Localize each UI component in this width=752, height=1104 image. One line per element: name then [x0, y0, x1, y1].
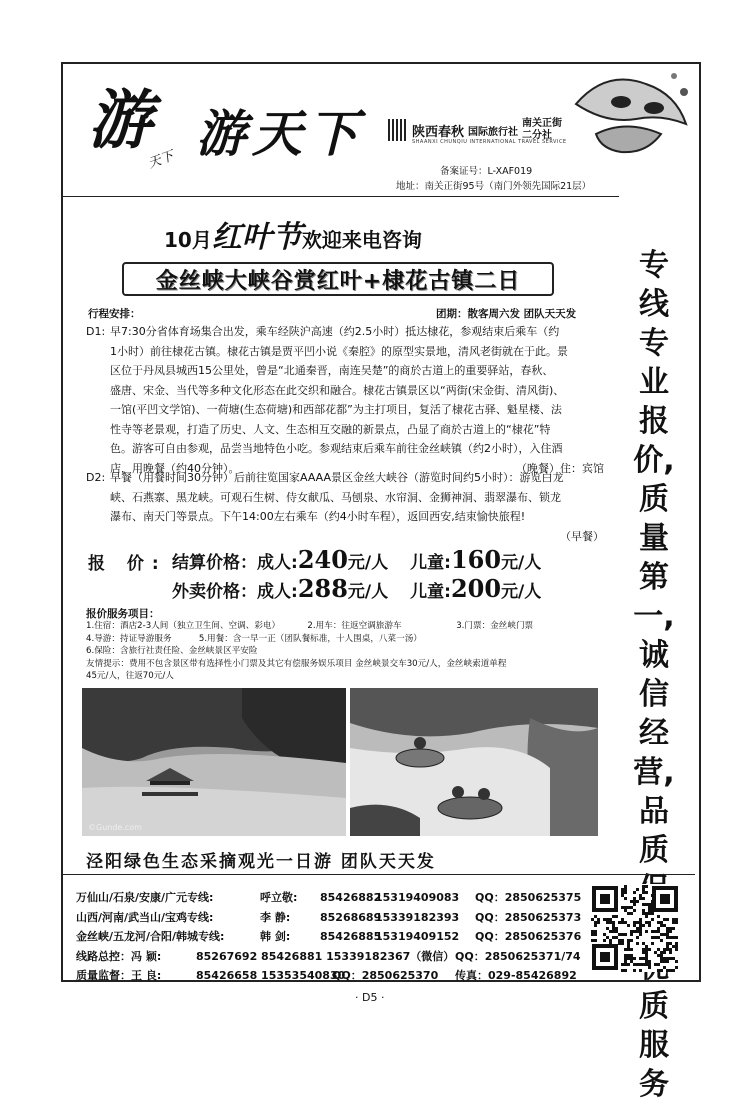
slogan-char: 质 — [639, 833, 669, 868]
day-line: 性寺等老景观，打造了历史、人文、生态相互交融的新景点，凸显了商於古道上的“棣花”特 — [110, 422, 551, 436]
slogan-char: 业 — [639, 365, 669, 400]
brand-title: 游天下 — [196, 104, 364, 163]
lake-pavilion-photo — [82, 688, 346, 836]
director-row: 线路总控：冯 颖: 85267692 85426881 15339182367（微信） QQ：2850625371/74 — [76, 949, 581, 963]
service-line: 6.保险：含旅行社责任险、金丝峡景区平安险 — [86, 646, 258, 656]
child-price: 160 — [450, 545, 502, 574]
slogan-char: 线 — [639, 287, 669, 322]
slogan-char: 专 — [639, 248, 669, 283]
slogan-char: 报 — [639, 404, 669, 439]
slogan-char: 经 — [639, 716, 669, 751]
price-label: 报 价: — [88, 554, 167, 574]
slogan-char: 营, — [633, 755, 675, 790]
slogan-char: 务 — [639, 1067, 669, 1102]
service-line: 45元/人，往返70元/人 — [86, 671, 174, 681]
day-tag: D1: — [86, 325, 106, 338]
adult-price: 288 — [297, 574, 348, 603]
agency-name: 陕西春秋 — [412, 124, 465, 140]
slogan-char: 质 — [639, 482, 669, 517]
quality-row: 质量监督：王 良: 85426658 15353540830 QQ：2850625370 传真：029-85426892 — [76, 969, 577, 982]
slogan-char: 一, — [633, 599, 675, 634]
day-2 — [86, 468, 606, 546]
day-line: 峡、石燕寨、黑龙峡。可观石生树、侍女献瓜、马刨泉、水帘洞、金狮神洞、翡翠瀑布、锁龙 — [110, 490, 561, 504]
agency-address: 地址：南关正街95号（南门外领先国际21层） — [396, 181, 592, 192]
license-number: 备案证号：L-XAF019 — [440, 166, 533, 177]
slogan-char: 诚 — [639, 638, 669, 673]
agency-english: SHAANXI CHUNQIU INTERNATIONAL TRAVEL SERVICE — [412, 139, 567, 145]
logo-char: 游 — [88, 83, 152, 158]
service-line: 友情提示：费用不包含景区带有选择性小门票及其它有偿服务娱乐项目 金丝峡景交车30元/人，金丝峡索道单程 — [86, 658, 507, 669]
logo-small: 天下 — [146, 148, 176, 172]
day-1 — [86, 322, 606, 478]
slogan-char: 质 — [639, 989, 669, 1024]
slogan — [620, 246, 688, 1104]
day-line: 店，用晚餐（约40分钟）。 — [110, 461, 240, 475]
day-tag: D2: — [86, 471, 106, 484]
photo-watermark: ©Gunde.com — [88, 823, 142, 832]
brand-logo — [86, 80, 181, 175]
service-line: 4.导游：持证导游服务 5.用餐：含一早一正（团队餐标准，十人围桌，八菜一汤） — [86, 633, 422, 644]
day-line: 一馆(平凹文学馆)、一荷塘(生态荷塘)和西部花都”为主打项目，复活了棣花古驿、魁星楼、法 — [110, 403, 562, 416]
day-line: 早餐（用餐时间30分钟）后前往览国家AAAA景区金丝大峡谷（游览时间约5小时）：游览白龙 — [110, 471, 564, 484]
contact-row: 山西/河南/武当山/宝鸡专线: 李 静: 85268689 15339182393 QQ：2850625373 — [76, 910, 582, 924]
slogan-char: 品 — [639, 794, 669, 829]
adult-price: 240 — [297, 545, 348, 574]
day-line: 瀑布、南天门等景点。下午14:00左右乘车（约4小时车程），返回西安,结束愉快旅程! — [110, 510, 526, 523]
day-line: 区位于丹凤县城西15公里处，曾是“北通秦晋，南连吴楚”的商於古道上的重要驿站，春秋、 — [110, 364, 554, 377]
headline: 10月红叶节欢迎来电咨询 — [164, 220, 422, 255]
price-row-settlement: 结算价格： 成人: 240 元/人 儿童: 160 元/人 — [172, 545, 542, 574]
slogan-char: 第 — [639, 560, 669, 595]
day-line: 早7:30分省体育场集合出发，乘车经陕沪高速（约2.5小时）抵达棣花，参观结束后乘车（约 — [110, 325, 560, 338]
slogan-char: 专 — [639, 326, 669, 361]
footer-divider — [63, 874, 695, 875]
tour-title: 金丝峡大峡谷赏红叶+棣花古镇二日 — [122, 262, 554, 296]
agency-branch: 南关正街 二分社 — [522, 118, 563, 141]
meal-info: （晚餐）住：宾馆 — [516, 461, 604, 475]
rafting-photo — [350, 688, 598, 836]
day-line: 色。游客可自由参观，品尝当地特色小吃。参观结束后乘车前往金丝峡镇（约2小时），入住酒 — [110, 442, 563, 455]
itinerary-label: 行程安排： — [88, 308, 141, 320]
price-row-retail: 外卖价格： 成人: 288 元/人 儿童: 200 元/人 — [172, 574, 542, 603]
service-line: 1.住宿：酒店2-3人间（独立卫生间、空调、彩电） 2.用车：往返空调旅游车 3.门票：金丝峡门票 — [86, 621, 534, 631]
services-title: 报价服务项目： — [86, 608, 160, 620]
qr-code-icon — [590, 884, 680, 972]
slogan-char: 量 — [639, 521, 669, 556]
slogan-char: 价, — [633, 443, 675, 478]
agency-name-suffix: 国际旅行社 — [468, 126, 519, 138]
services-list — [86, 620, 614, 683]
child-price: 200 — [450, 574, 502, 603]
page-number: · D5 · — [355, 991, 385, 1004]
slogan-char: 信 — [639, 677, 669, 712]
carnival-mask-icon — [566, 64, 696, 164]
slogan-char: 服 — [639, 1028, 669, 1063]
photo-caption: 泾阳绿色生态采摘观光一日游 团队天天发 — [86, 852, 436, 872]
contact-row: 万仙山/石泉/安康/广元专线: 呼立敬: 85426882 15319409083 QQ：2850625375 — [76, 891, 582, 904]
contacts — [76, 888, 581, 986]
agency-logo-icon — [388, 119, 408, 141]
day-line: 盛唐、宋金、当代等多种文化形态在此交织和融合。棣花古镇景区以“两街(宋金街、清风街)、 — [110, 383, 565, 397]
meal-info: （早餐） — [560, 529, 604, 543]
headline-highlight: 红叶节 — [211, 220, 302, 255]
header-divider — [63, 196, 619, 197]
group-info: 团期：散客周六发 团队天天发 — [436, 308, 577, 320]
contact-row: 金丝峡/五龙河/合阳/韩城专线: 韩 剑: 85426885 15319409152 QQ：2850625376 — [76, 930, 582, 943]
day-line: 1小时）前往棣花古镇。棣花古镇是贾平凹小说《秦腔》的原型实景地，清风老街就在于此。景 — [110, 344, 568, 358]
